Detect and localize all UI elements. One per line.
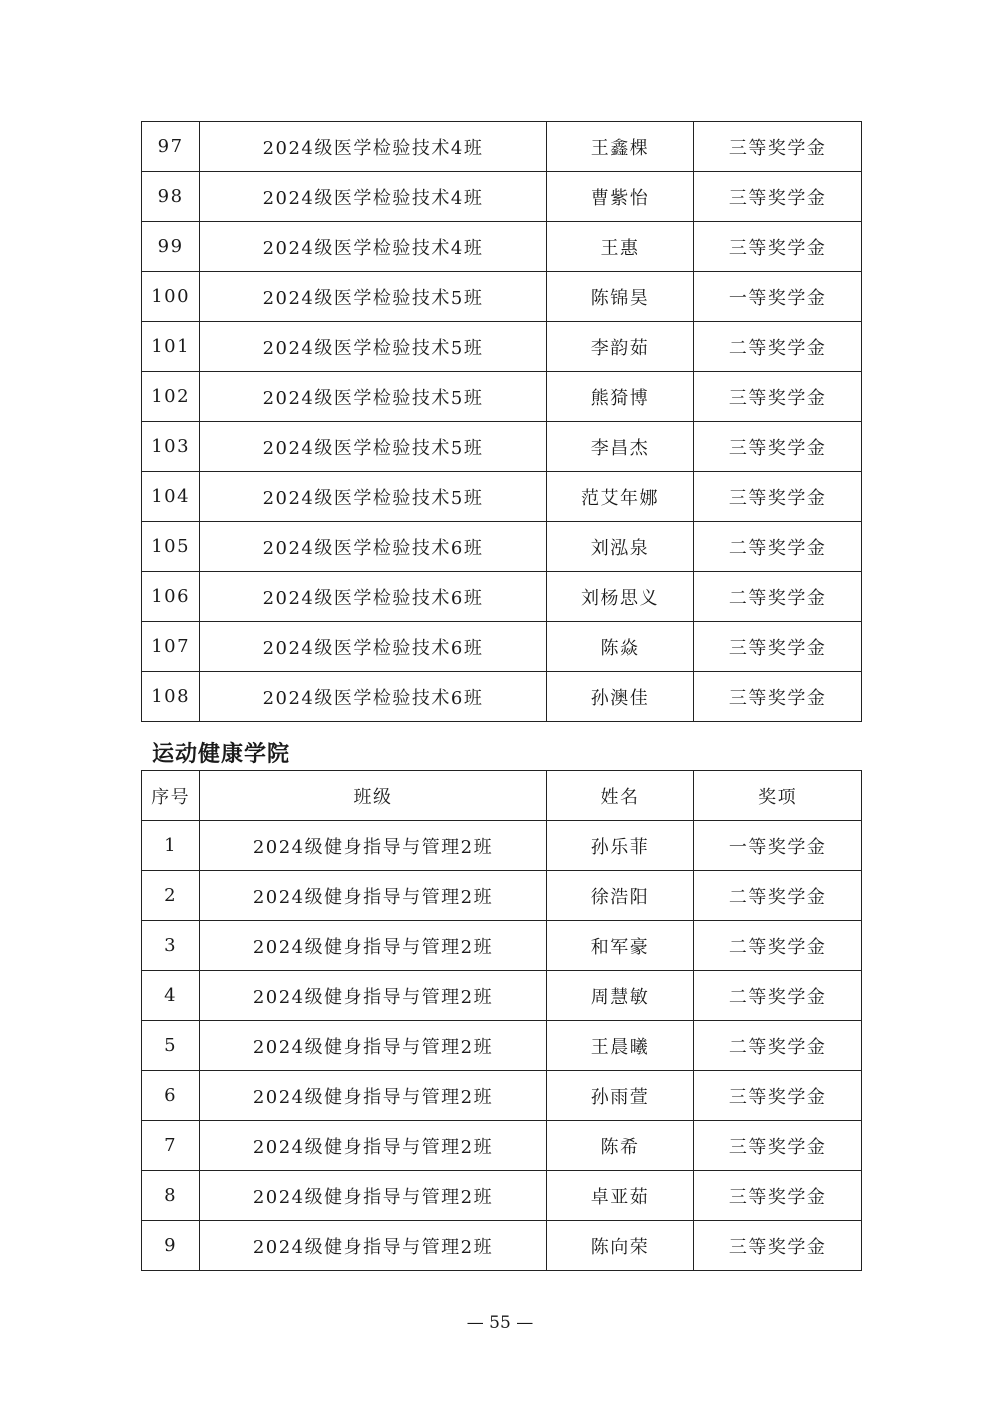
row-class: 2024级医学检验技术5班 <box>200 322 546 372</box>
row-class: 2024级医学检验技术6班 <box>200 672 546 722</box>
table-row <box>142 871 862 921</box>
row-name: 王晨曦 <box>546 1021 694 1071</box>
table-body <box>142 122 862 722</box>
row-number: 6 <box>142 1071 200 1121</box>
row-award: 三等奖学金 <box>694 1071 862 1121</box>
row-award: 三等奖学金 <box>694 422 862 472</box>
table-row <box>142 821 862 871</box>
table-row <box>142 1121 862 1171</box>
table-row <box>142 322 862 372</box>
row-class: 2024级医学检验技术5班 <box>200 372 546 422</box>
row-class: 2024级医学检验技术6班 <box>200 622 546 672</box>
table-row <box>142 422 862 472</box>
table-row <box>142 372 862 422</box>
row-award: 二等奖学金 <box>694 971 862 1021</box>
row-class: 2024级医学检验技术6班 <box>200 522 546 572</box>
table-row <box>142 522 862 572</box>
row-name: 孙雨萱 <box>546 1071 694 1121</box>
row-class: 2024级健身指导与管理2班 <box>200 871 546 921</box>
row-award: 二等奖学金 <box>694 522 862 572</box>
row-number: 107 <box>142 622 200 672</box>
table-header-row <box>142 771 862 821</box>
header-class: 班级 <box>200 771 546 821</box>
row-name: 王惠 <box>546 222 694 272</box>
table-row <box>142 222 862 272</box>
row-award: 一等奖学金 <box>694 821 862 871</box>
row-name: 周慧敏 <box>546 971 694 1021</box>
row-number: 5 <box>142 1021 200 1071</box>
header-no: 序号 <box>142 771 200 821</box>
page-number: — 55 — <box>466 1313 534 1333</box>
row-name: 王鑫棵 <box>546 122 694 172</box>
row-number: 2 <box>142 871 200 921</box>
table-row <box>142 672 862 722</box>
table-row <box>142 1021 862 1071</box>
row-award: 二等奖学金 <box>694 322 862 372</box>
row-award: 三等奖学金 <box>694 1121 862 1171</box>
row-class: 2024级健身指导与管理2班 <box>200 1171 546 1221</box>
row-class: 2024级健身指导与管理2班 <box>200 971 546 1021</box>
award-table-medical-lab <box>141 121 862 722</box>
table-row <box>142 122 862 172</box>
row-name: 曹紫怡 <box>546 172 694 222</box>
row-number: 106 <box>142 572 200 622</box>
row-name: 卓亚茹 <box>546 1171 694 1221</box>
row-number: 4 <box>142 971 200 1021</box>
row-number: 102 <box>142 372 200 422</box>
table-row <box>142 1171 862 1221</box>
row-class: 2024级健身指导与管理2班 <box>200 821 546 871</box>
row-name: 熊猗博 <box>546 372 694 422</box>
row-name: 徐浩阳 <box>546 871 694 921</box>
award-table-sports-health <box>141 770 862 1271</box>
table-body <box>142 821 862 1271</box>
row-award: 三等奖学金 <box>694 472 862 522</box>
row-name: 孙乐菲 <box>546 821 694 871</box>
table-row <box>142 622 862 672</box>
row-number: 3 <box>142 921 200 971</box>
row-number: 103 <box>142 422 200 472</box>
row-name: 陈希 <box>546 1121 694 1171</box>
row-name: 刘泓泉 <box>546 522 694 572</box>
table-row <box>142 1221 862 1271</box>
row-class: 2024级医学检验技术5班 <box>200 422 546 472</box>
table-row <box>142 172 862 222</box>
row-award: 三等奖学金 <box>694 122 862 172</box>
row-number: 1 <box>142 821 200 871</box>
row-number: 104 <box>142 472 200 522</box>
row-award: 二等奖学金 <box>694 1021 862 1071</box>
row-name: 范艾年娜 <box>546 472 694 522</box>
row-number: 98 <box>142 172 200 222</box>
row-name: 李韵茹 <box>546 322 694 372</box>
row-name: 和军豪 <box>546 921 694 971</box>
row-award: 二等奖学金 <box>694 921 862 971</box>
section-title: 运动健康学院 <box>152 742 291 767</box>
header-name: 姓名 <box>546 771 694 821</box>
row-class: 2024级医学检验技术5班 <box>200 472 546 522</box>
row-name: 陈焱 <box>546 622 694 672</box>
table-row <box>142 572 862 622</box>
row-award: 三等奖学金 <box>694 222 862 272</box>
row-class: 2024级健身指导与管理2班 <box>200 1121 546 1171</box>
row-name: 刘杨思义 <box>546 572 694 622</box>
row-number: 8 <box>142 1171 200 1221</box>
row-class: 2024级医学检验技术4班 <box>200 122 546 172</box>
row-number: 9 <box>142 1221 200 1271</box>
row-number: 100 <box>142 272 200 322</box>
row-award: 三等奖学金 <box>694 1221 862 1271</box>
row-award: 三等奖学金 <box>694 672 862 722</box>
row-name: 孙澳佳 <box>546 672 694 722</box>
row-name: 陈锦昊 <box>546 272 694 322</box>
row-number: 99 <box>142 222 200 272</box>
table-row <box>142 472 862 522</box>
row-award: 一等奖学金 <box>694 272 862 322</box>
row-number: 97 <box>142 122 200 172</box>
row-award: 三等奖学金 <box>694 1171 862 1221</box>
table-row <box>142 971 862 1021</box>
row-class: 2024级医学检验技术4班 <box>200 222 546 272</box>
table-row <box>142 272 862 322</box>
row-number: 108 <box>142 672 200 722</box>
row-name: 李昌杰 <box>546 422 694 472</box>
row-class: 2024级医学检验技术5班 <box>200 272 546 322</box>
row-number: 101 <box>142 322 200 372</box>
row-award: 二等奖学金 <box>694 871 862 921</box>
table-row <box>142 921 862 971</box>
row-award: 二等奖学金 <box>694 572 862 622</box>
row-class: 2024级医学检验技术6班 <box>200 572 546 622</box>
header-award: 奖项 <box>694 771 862 821</box>
row-name: 陈向荣 <box>546 1221 694 1271</box>
row-class: 2024级健身指导与管理2班 <box>200 1071 546 1121</box>
table-row <box>142 1071 862 1121</box>
row-award: 三等奖学金 <box>694 622 862 672</box>
row-class: 2024级医学检验技术4班 <box>200 172 546 222</box>
row-class: 2024级健身指导与管理2班 <box>200 921 546 971</box>
row-award: 三等奖学金 <box>694 172 862 222</box>
row-award: 三等奖学金 <box>694 372 862 422</box>
row-number: 7 <box>142 1121 200 1171</box>
row-number: 105 <box>142 522 200 572</box>
row-class: 2024级健身指导与管理2班 <box>200 1021 546 1071</box>
row-class: 2024级健身指导与管理2班 <box>200 1221 546 1271</box>
